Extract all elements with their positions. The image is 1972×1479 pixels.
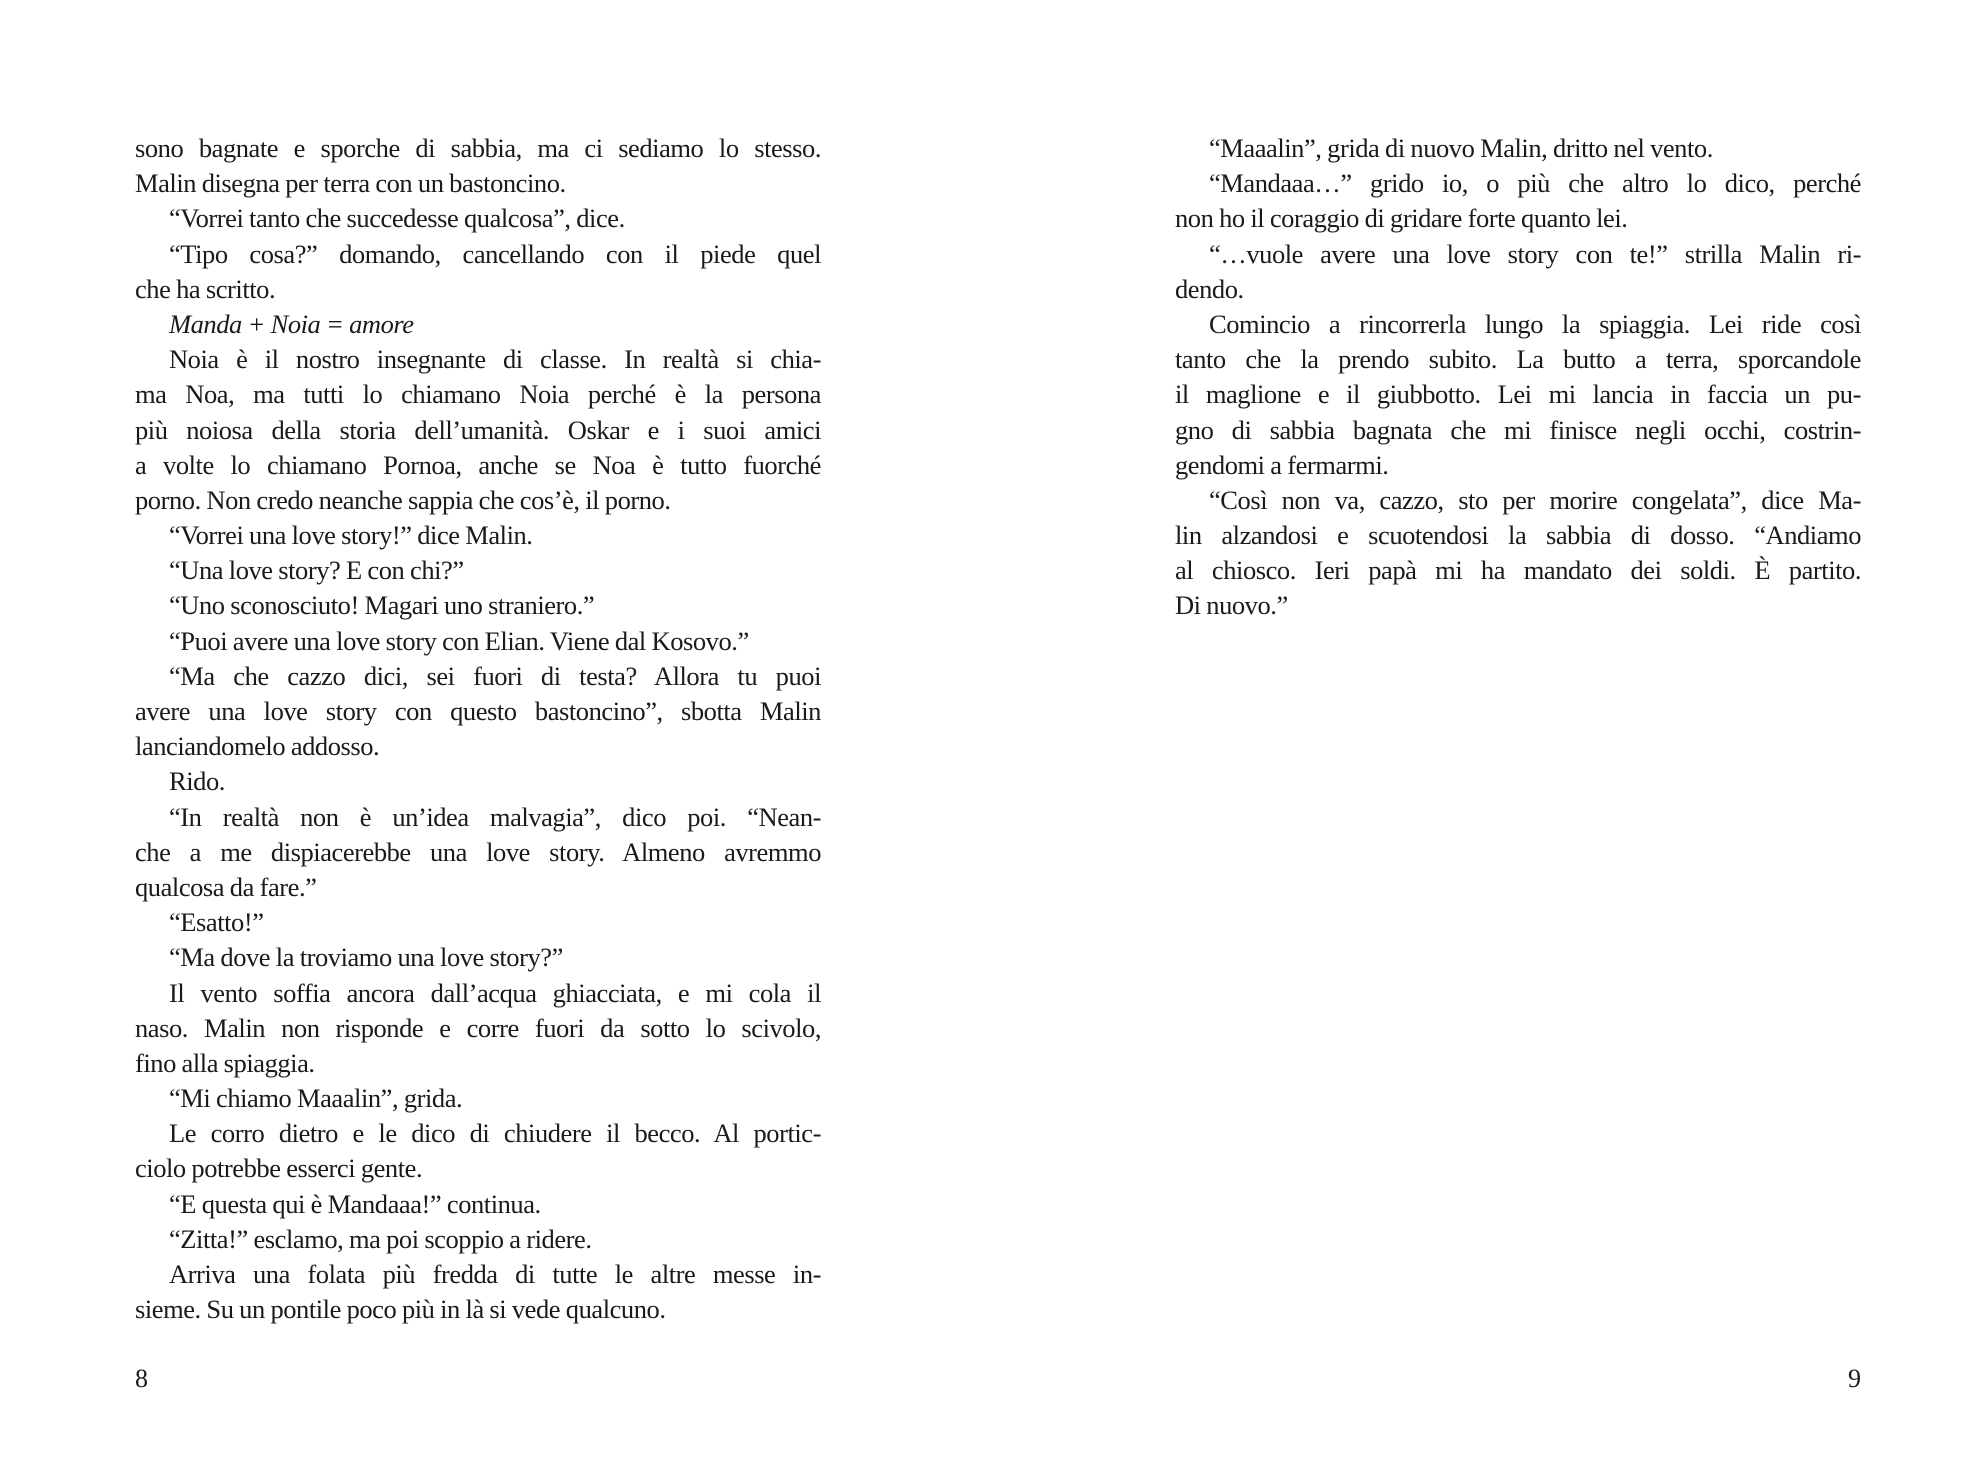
text-line: più noiosa della storia dell’umanità. Oskar e i suoi amici <box>135 414 821 445</box>
text-line: sieme. Su un pontile poco più in là si vede qualcuno. <box>135 1294 666 1325</box>
page-number-left: 8 <box>135 1364 148 1393</box>
text-line: Manda + Noia = amore <box>169 308 414 339</box>
text-line: porno. Non credo neanche sappia che cos’è, il porno. <box>135 484 671 515</box>
text-line: gno di sabbia bagnata che mi finisce negli occhi, costrin- <box>1175 414 1861 445</box>
text-line: dendo. <box>1175 273 1244 304</box>
text-line: “Mi chiamo Maaalin”, grida. <box>169 1083 463 1114</box>
text-line: avere una love story con questo bastoncino”, sbotta Malin <box>135 696 821 726</box>
text-line: lin alzandosi e scuotendosi la sabbia di dosso. “Andiamo <box>1175 520 1861 551</box>
text-line: ciolo potrebbe esserci gente. <box>135 1153 423 1184</box>
text-line: “E questa qui è Mandaaa!” continua. <box>169 1188 541 1219</box>
text-line: “Ma dove la troviamo una love story?” <box>169 942 563 973</box>
text-line: “Ma che cazzo dici, sei fuori di testa? Allora tu puoi <box>169 660 821 691</box>
text-line: “Vorrei una love story!” dice Malin. <box>169 520 533 551</box>
text-line: “Vorrei tanto che succedesse qualcosa”, dice. <box>169 203 625 234</box>
text-line: “Uno sconosciuto! Magari uno straniero.” <box>169 590 595 621</box>
text-line: che a me dispiacerebbe una love story. Almeno avremmo <box>135 836 821 867</box>
text-line: “Mandaaa…” grido io, o più che altro lo dico, perché <box>1209 168 1861 199</box>
text-line: fino alla spiaggia. <box>135 1047 315 1078</box>
page-number-right: 9 <box>1848 1364 1861 1393</box>
text-line: che ha scritto. <box>135 273 276 304</box>
text-line: “Puoi avere una love story con Elian. Viene dal Kosovo.” <box>169 625 749 656</box>
text-line: “…vuole avere una love story con te!” strilla Malin ri- <box>1209 238 1861 269</box>
text-line: ma Noa, ma tutti lo chiamano Noia perché è la persona <box>135 379 821 410</box>
left-page-text <box>135 131 821 1327</box>
text-line: “In realtà non è un’idea malvagia”, dico poi. “Nean- <box>169 801 821 832</box>
text-line: tanto che la prendo subito. La butto a terra, sporcandole <box>1175 344 1861 375</box>
text-line: naso. Malin non risponde e corre fuori da sotto lo scivolo, <box>135 1012 821 1043</box>
text-line: “Così non va, cazzo, sto per morire congelata”, dice Ma- <box>1209 484 1861 515</box>
text-line: gendomi a fermarmi. <box>1175 449 1389 480</box>
text-line: Malin disegna per terra con un bastoncino. <box>135 168 566 199</box>
text-line: Il vento soffia ancora dall’acqua ghiacciata, e mi cola il <box>169 977 821 1008</box>
text-line: il maglione e il giubbotto. Lei mi lancia in faccia un pu- <box>1175 379 1861 410</box>
text-line: “Una love story? E con chi?” <box>169 555 464 586</box>
text-line: Di nuovo.” <box>1175 590 1288 621</box>
text-line: Arriva una folata più fredda di tutte le altre messe in- <box>169 1259 821 1289</box>
text-line: al chiosco. Ieri papà mi ha mandato dei soldi. È partito. <box>1175 555 1861 586</box>
text-line: sono bagnate e sporche di sabbia, ma ci sediamo lo stesso. <box>135 133 821 163</box>
text-line: Noia è il nostro insegnante di classe. In realtà si chia- <box>169 344 821 375</box>
text-line: lanciandomelo addosso. <box>135 731 380 762</box>
text-line: a volte lo chiamano Pornoa, anche se Noa è tutto fuorché <box>135 449 821 480</box>
text-line: “Tipo cosa?” domando, cancellando con il piede quel <box>169 238 821 269</box>
text-line: Le corro dietro e le dico di chiudere il becco. Al portic- <box>169 1118 821 1149</box>
text-line: “Maaalin”, grida di nuovo Malin, dritto nel vento. <box>1209 133 1713 163</box>
right-page <box>986 0 1972 1479</box>
text-line: Rido. <box>169 766 225 797</box>
right-page-text <box>1175 131 1861 624</box>
text-line: non ho il coraggio di gridare forte quanto lei. <box>1175 203 1628 234</box>
text-line: Comincio a rincorrerla lungo la spiaggia. Lei ride così <box>1209 308 1861 339</box>
text-line: “Zitta!” esclamo, ma poi scoppio a ridere. <box>169 1223 592 1254</box>
text-line: “Esatto!” <box>169 907 264 938</box>
text-line: qualcosa da fare.” <box>135 871 317 902</box>
